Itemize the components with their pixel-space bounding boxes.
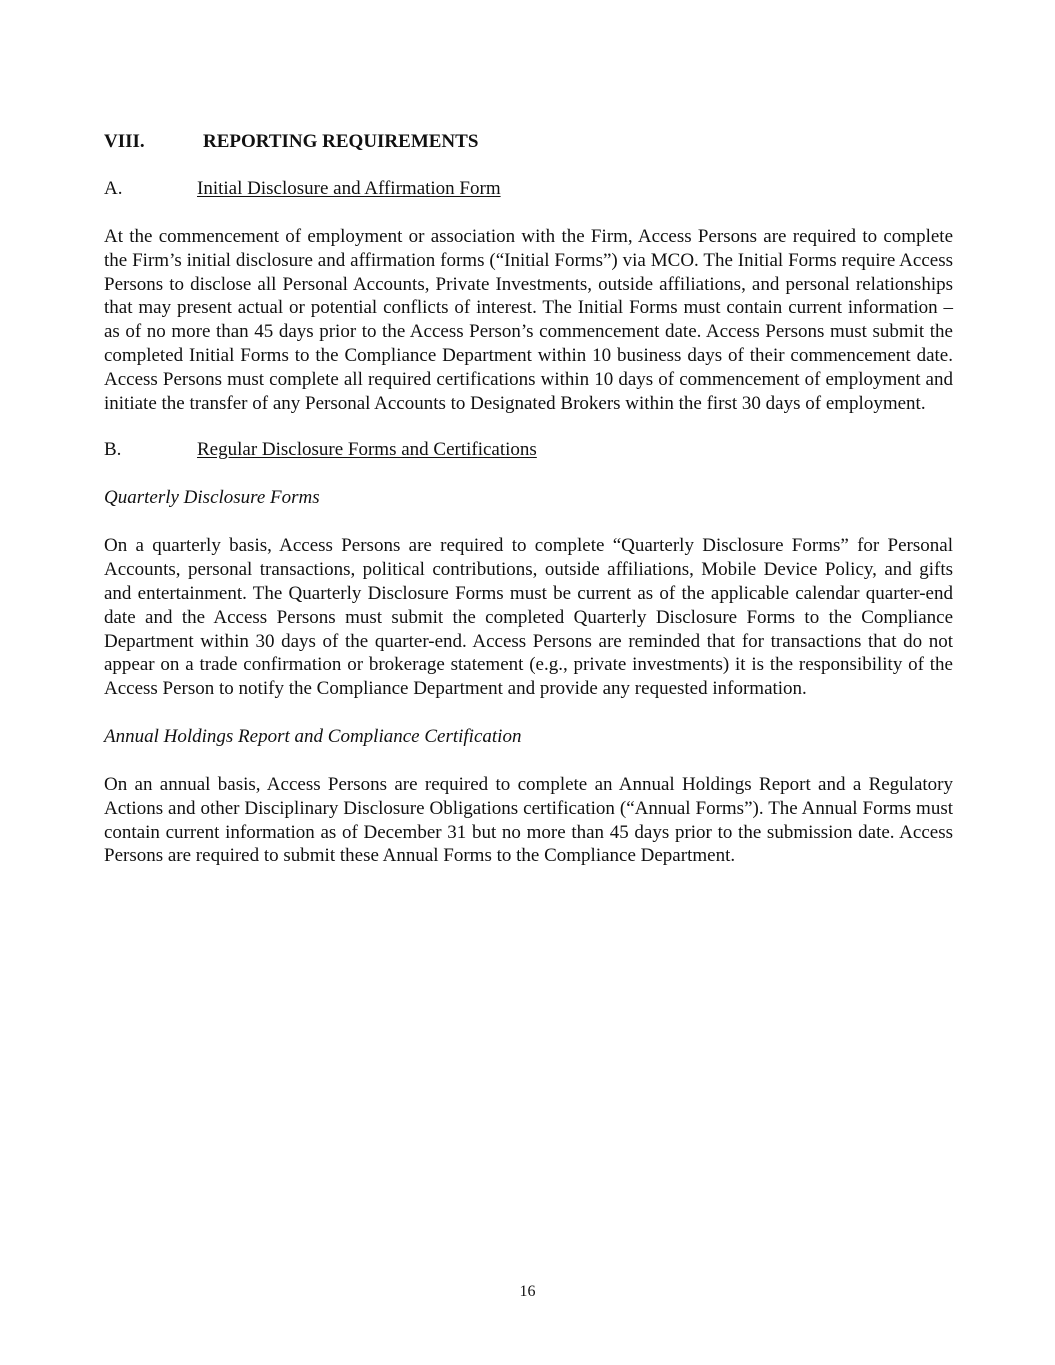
section-number: VIII. xyxy=(104,131,145,152)
subsection-b-letter: B. xyxy=(104,439,122,461)
annual-paragraph: On an annual basis, Access Persons are required to complete an Annual Holdings Report and a Regulatory Actions and other Disciplinary Disclosure Obligations certification (“Annual Forms”). The Annual Forms must contain current information as of December 31 but no more than 45 days prior to the submission date. Access Persons are required to submit these Annual Forms to the Compliance Department. xyxy=(104,773,953,867)
initial-disclosure-paragraph: At the commencement of employment or association with the Firm, Access Persons are required to complete the Firm’s initial disclosure and affirmation forms (“Initial Forms”) via MCO. The Initial Forms require Access Persons to disclose all Personal Accounts, Private Investments, outside affiliations, and personal relationships that may present actual or potential conflicts of interest. The Initial Forms must contain current information – as of no more than 45 days prior to the Access Person’s commencement date. Access Persons must submit the completed Initial Forms to the Compliance Department within 10 business days of their commencement date. Access Persons must complete all required certifications within 10 days of commencement of employment and initiate the transfer of any Personal Accounts to Designated Brokers within the first 30 days of employment. xyxy=(104,226,953,414)
subsection-b-title: Regular Disclosure Forms and Certifications xyxy=(197,439,537,461)
page-number: 16 xyxy=(519,1283,536,1300)
quarterly-paragraph: On a quarterly basis, Access Persons are required to complete “Quarterly Disclosure Forms” for Personal Accounts, personal transactions, political contributions, outside affiliations, Mobile Device Policy, and gifts and entertainment. The Quarterly Disclosure Forms must be current as of the applicable calendar quarter-end date and the Access Persons must submit the completed Quarterly Disclosure Forms to the Compliance Department within 30 days of the quarter-end. Access Persons are reminded that for transactions that do not appear on a trade confirmation or brokerage statement (e.g., private investments) it is the responsibility of the Access Person to notify the Compliance Department and provide any requested information. xyxy=(104,535,953,700)
subsection-a-letter: A. xyxy=(104,178,123,199)
subsection-a-heading xyxy=(104,177,953,201)
quarterly-heading: Quarterly Disclosure Forms xyxy=(104,487,320,509)
section-heading xyxy=(104,130,953,154)
section-title: REPORTING REQUIREMENTS xyxy=(203,131,479,152)
annual-heading: Annual Holdings Report and Compliance Certification xyxy=(104,725,522,747)
subsection-b-heading xyxy=(104,438,953,462)
document-page xyxy=(104,130,953,868)
subsection-a-title: Initial Disclosure and Affirmation Form xyxy=(197,178,501,199)
